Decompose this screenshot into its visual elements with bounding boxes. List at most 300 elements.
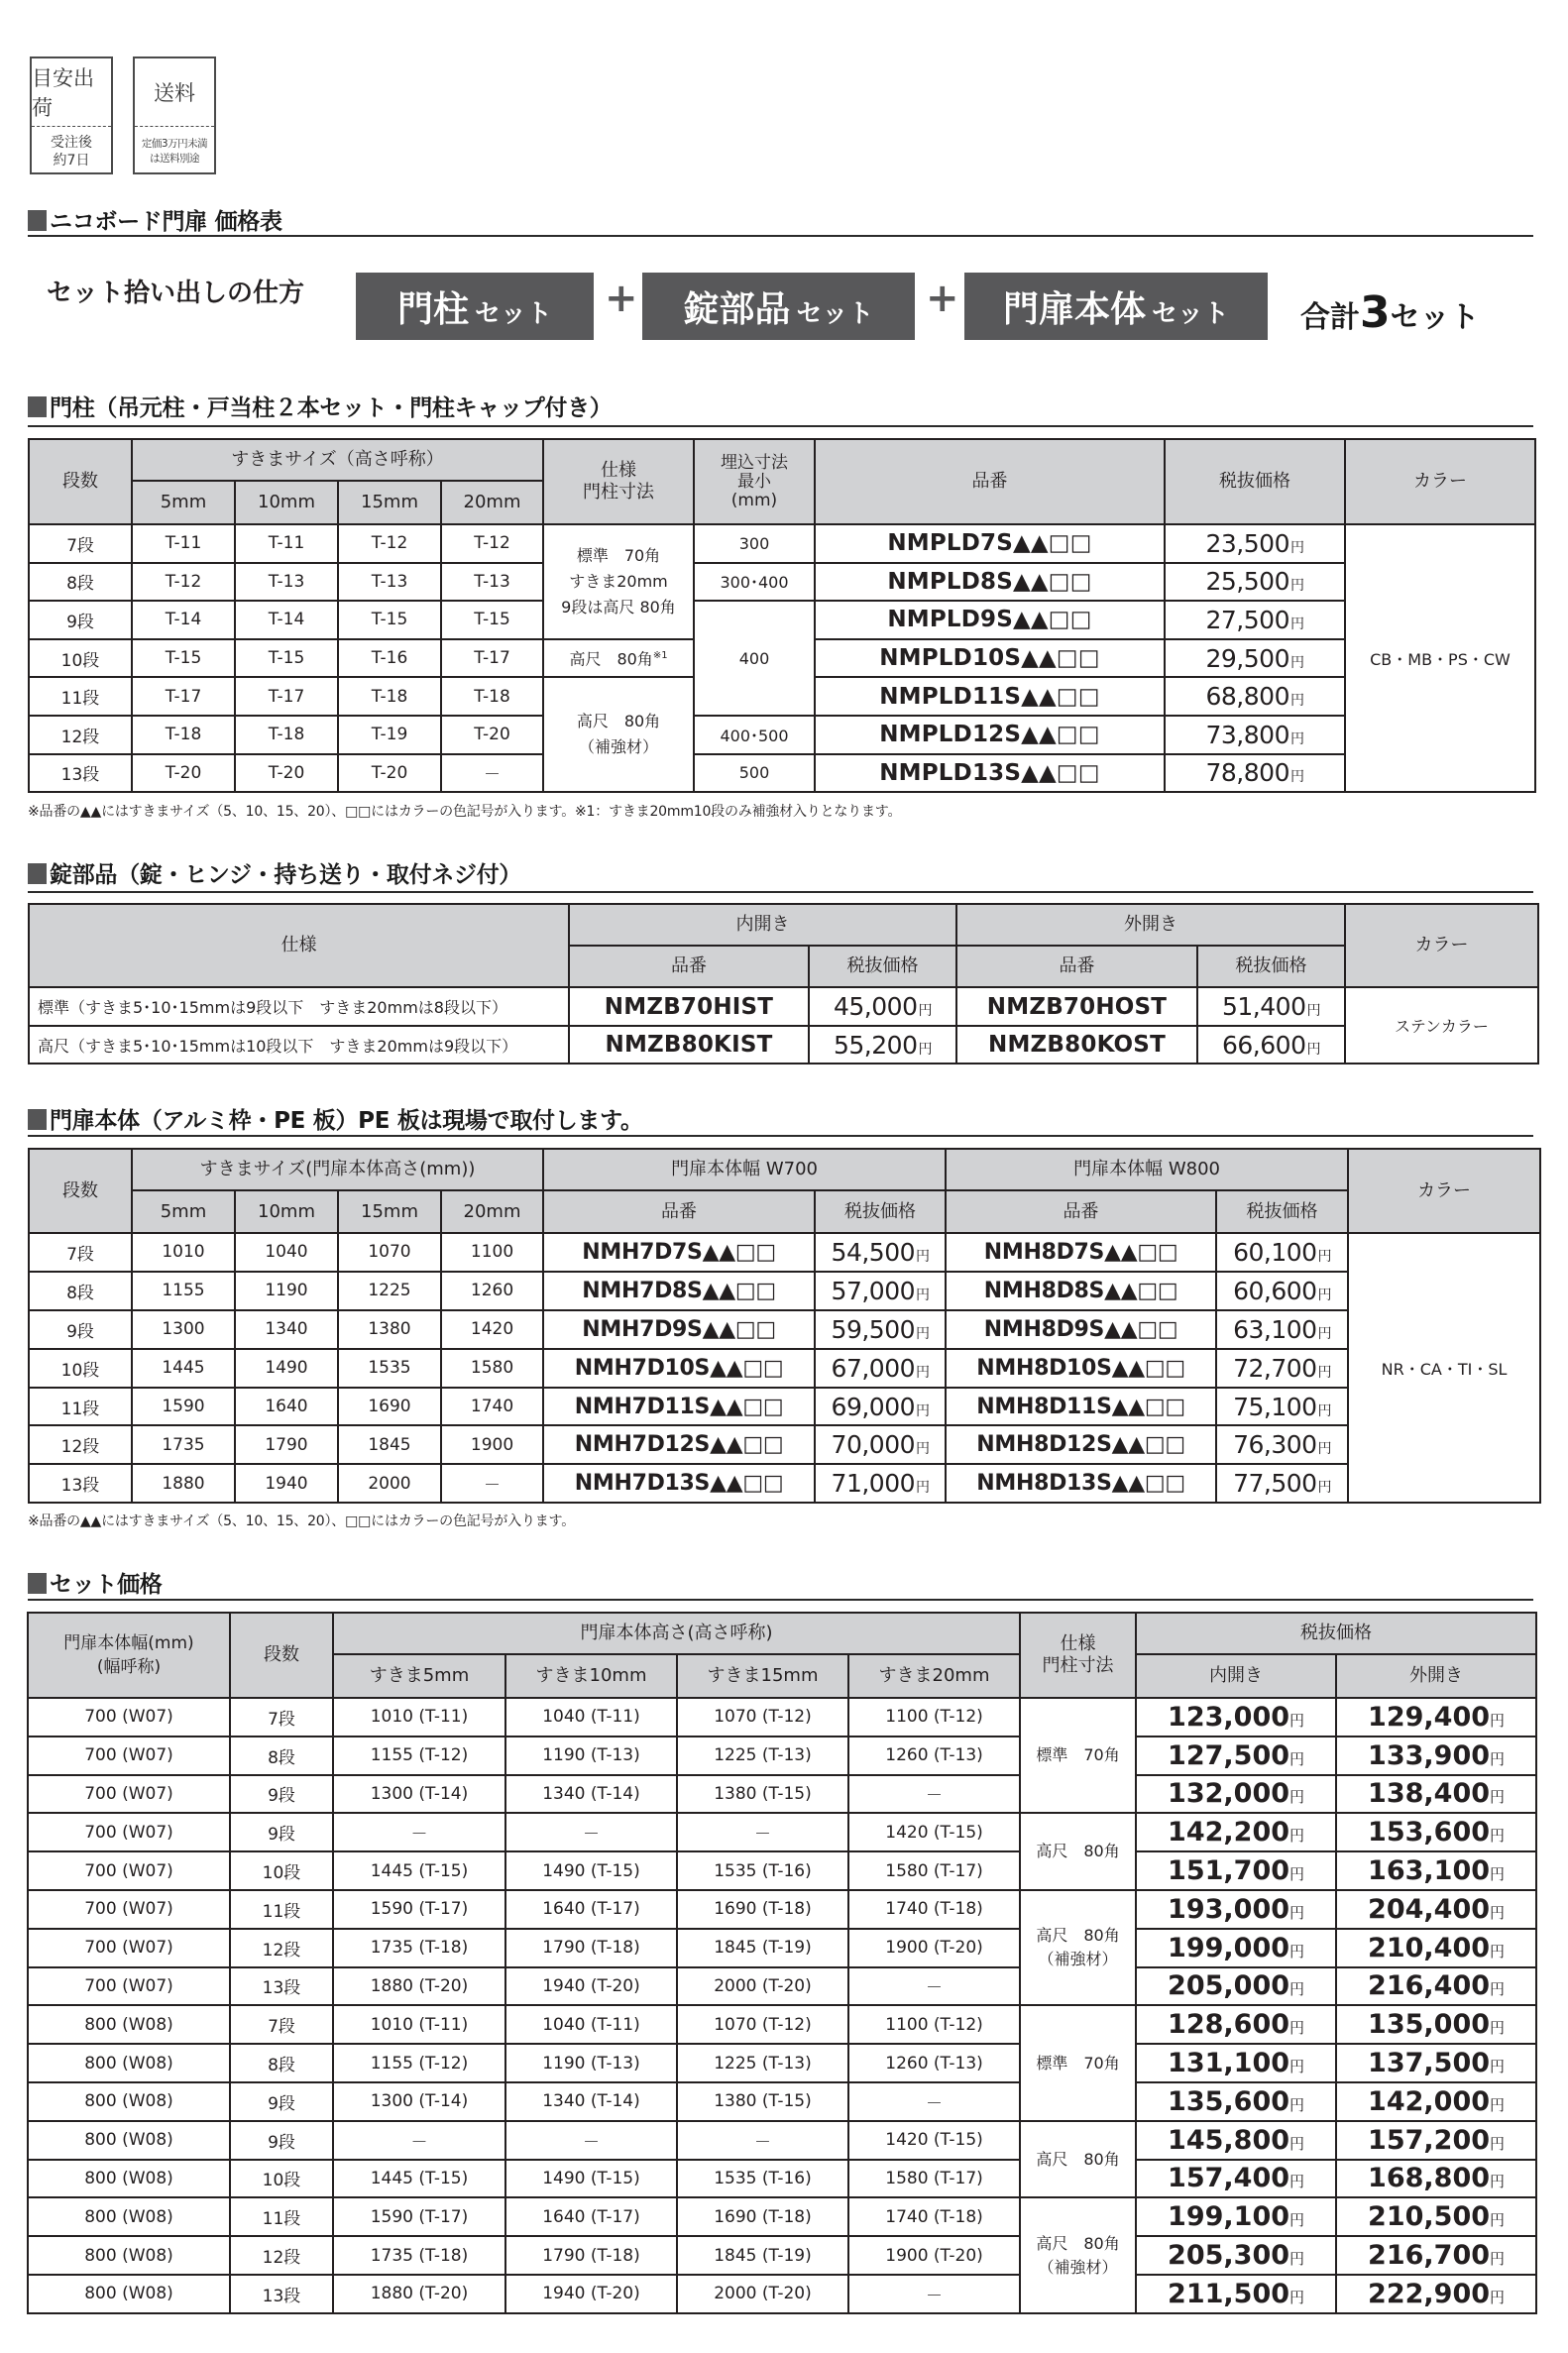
square-bullet-icon	[28, 1573, 47, 1594]
price-outward	[1336, 1698, 1536, 1737]
height-cell: 1790 (T-18)	[505, 2236, 677, 2275]
height-cell: 1340 (T-14)	[505, 1775, 677, 1814]
gap-cell: 1155	[132, 1272, 235, 1310]
price-value: 210,400	[1368, 1932, 1491, 1963]
lock-heading-rule	[28, 891, 1533, 893]
product-code-800: NMH8D7S▲▲□□	[946, 1233, 1216, 1272]
square-bullet-icon	[28, 396, 47, 417]
price-value: 77,500	[1233, 1469, 1317, 1499]
height-cell: 1040 (T-11)	[505, 2005, 677, 2044]
steps-cell: 12段	[29, 1425, 132, 1464]
set-item-suffix: セット	[475, 298, 553, 329]
height-cell: 1535 (T-16)	[677, 1851, 848, 1890]
price-inward	[1136, 1698, 1336, 1737]
embed-cell: 500	[694, 754, 815, 793]
shipping-fee-box	[133, 56, 216, 174]
yen-unit: 円	[1289, 616, 1304, 632]
gap-cell: T-17	[132, 677, 235, 716]
set-item-name: 門柱	[396, 288, 469, 330]
steps-cell: 11段	[29, 1388, 132, 1426]
price-value: 199,100	[1168, 2201, 1290, 2233]
header-gap-10: すきま10mm	[505, 1654, 677, 1698]
gap-cell: 1900	[441, 1425, 543, 1464]
height-cell: －	[848, 1967, 1020, 2006]
price-inward	[1136, 1890, 1336, 1929]
yen-unit: 円	[918, 1003, 932, 1019]
price-value: 73,800	[1205, 720, 1289, 749]
height-cell: 1380 (T-15)	[677, 1775, 848, 1814]
main-heading	[28, 203, 282, 236]
steps-cell: 11段	[29, 677, 132, 716]
table-row	[29, 524, 1535, 563]
price-value: 193,000	[1168, 1893, 1290, 1925]
height-cell: 1845 (T-19)	[677, 1929, 848, 1967]
table-row	[29, 987, 1538, 1026]
table-row	[28, 2236, 1536, 2275]
gap-cell: 1845	[338, 1425, 441, 1464]
header-out-code: 品番	[956, 946, 1197, 987]
embed-cell: 400	[694, 601, 815, 716]
steps-cell: 9段	[29, 1310, 132, 1349]
header-w800: 門扉本体幅 W800	[946, 1149, 1348, 1190]
price-value: 131,100	[1168, 2048, 1290, 2079]
table-row	[28, 2121, 1536, 2160]
gap-cell: 1790	[235, 1425, 338, 1464]
price-outward	[1336, 2160, 1536, 2198]
yen-unit: 円	[1289, 2058, 1305, 2076]
set-total-suffix: セット	[1390, 300, 1480, 335]
price-value: 205,000	[1168, 1970, 1290, 2002]
product-code-700: NMH7D13S▲▲□□	[543, 1464, 815, 1503]
spec-cell	[543, 524, 694, 639]
price-value: 168,800	[1368, 2163, 1491, 2194]
height-cell: 1380 (T-15)	[677, 2082, 848, 2121]
yen-unit: 円	[1289, 1903, 1305, 1922]
yen-unit: 円	[916, 1480, 930, 1497]
height-cell: 1790 (T-18)	[505, 1929, 677, 1967]
gap-cell: T-11	[235, 524, 338, 563]
lock-heading	[28, 856, 521, 889]
steps-cell: 13段	[230, 1967, 333, 2006]
color-cell: CB・MB・PS・CW	[1345, 524, 1535, 792]
price-700	[815, 1425, 946, 1464]
header-width: 門扉本体幅(mm) (幅呼称)	[28, 1613, 230, 1698]
steps-cell: 9段	[230, 1775, 333, 1814]
height-cell: 1940 (T-20)	[505, 1967, 677, 2006]
gap-cell: T-12	[132, 563, 235, 602]
price-outward	[1336, 2275, 1536, 2313]
price-outward	[1336, 1890, 1536, 1929]
yen-unit: 円	[1490, 1788, 1506, 1807]
gap-cell: T-13	[235, 563, 338, 602]
price-outward	[1336, 2121, 1536, 2160]
gap-cell: T-15	[132, 639, 235, 678]
price-cell	[1165, 524, 1345, 563]
height-cell: 1300 (T-14)	[333, 1775, 505, 1814]
price-700	[815, 1233, 946, 1272]
gap-cell: T-20	[132, 754, 235, 793]
table-row	[29, 1310, 1540, 1349]
price-value: 135,600	[1168, 2085, 1290, 2117]
spec-text: 標準 70角 すきま20mm 9段は高尺 80角	[561, 545, 676, 616]
header-inward: 内開き	[1136, 1654, 1336, 1698]
header-gap-5: すきま5mm	[333, 1654, 505, 1698]
price-outward	[1336, 1813, 1536, 1851]
price-value: 75,100	[1233, 1392, 1317, 1421]
gap-cell: 1940	[235, 1464, 338, 1503]
header-w700: 門扉本体幅 W700	[543, 1149, 946, 1190]
height-cell: 1190 (T-13)	[505, 2044, 677, 2082]
spec-cell	[543, 677, 694, 792]
table-row	[29, 563, 1535, 602]
product-code: NMPLD9S▲▲□□	[815, 601, 1165, 639]
height-cell: 1580 (T-17)	[848, 2160, 1020, 2198]
gap-cell: T-17	[235, 677, 338, 716]
gap-cell: 1340	[235, 1310, 338, 1349]
product-code-700: NMH7D7S▲▲□□	[543, 1233, 815, 1272]
footnote-mark: ※1	[652, 650, 668, 662]
height-cell: －	[677, 2121, 848, 2160]
yen-unit: 円	[1289, 2134, 1305, 2153]
price-inward	[1136, 1813, 1336, 1851]
gap-cell: 1380	[338, 1310, 441, 1349]
plus-icon: +	[926, 276, 959, 321]
price-800	[1216, 1464, 1348, 1503]
yen-unit: 円	[1490, 1711, 1506, 1730]
price-outward	[1336, 2082, 1536, 2121]
table-row	[28, 1813, 1536, 1851]
price-inward	[1136, 1775, 1336, 1814]
yen-unit: 円	[1317, 1480, 1332, 1497]
table-row	[29, 716, 1535, 754]
square-bullet-icon	[28, 210, 47, 231]
height-cell: 1225 (T-13)	[677, 1737, 848, 1775]
gap-cell: 1490	[235, 1349, 338, 1388]
price-inward	[1136, 2197, 1336, 2236]
height-cell: 1420 (T-15)	[848, 1813, 1020, 1851]
header-height: 門扉本体高さ(高さ呼称)	[333, 1613, 1020, 1654]
table-row	[29, 1272, 1540, 1310]
header-gap-5: 5mm	[132, 481, 235, 524]
shipping-estimate-box	[30, 56, 113, 174]
width-cell: 700 (W07)	[28, 1967, 230, 2006]
gap-cell: 1225	[338, 1272, 441, 1310]
product-code-700: NMH7D9S▲▲□□	[543, 1310, 815, 1349]
spec-cell: 標準 70角	[1020, 2005, 1136, 2120]
width-cell: 700 (W07)	[28, 1775, 230, 1814]
gap-cell: T-17	[441, 639, 543, 678]
gap-cell: T-14	[132, 601, 235, 639]
price-value: 72,700	[1233, 1353, 1317, 1383]
gap-cell: 1735	[132, 1425, 235, 1464]
table-row	[28, 2005, 1536, 2044]
body-table	[28, 1148, 1541, 1504]
height-cell: 1590 (T-17)	[333, 1890, 505, 1929]
yen-unit: 円	[1317, 1441, 1332, 1458]
lock-in-code: NMZB70HIST	[569, 987, 809, 1026]
height-cell: 1640 (T-17)	[505, 2197, 677, 2236]
steps-cell: 8段	[29, 1272, 132, 1310]
table-row	[28, 2275, 1536, 2313]
price-inward	[1136, 2275, 1336, 2313]
steps-cell: 10段	[29, 639, 132, 678]
yen-unit: 円	[1490, 1903, 1506, 1922]
height-cell: －	[333, 2121, 505, 2160]
header-gap-size: すきまサイズ（高さ呼称）	[132, 439, 543, 481]
spec-cell: 高尺 80角	[1020, 1813, 1136, 1890]
height-cell: 1100 (T-12)	[848, 1698, 1020, 1737]
width-cell: 800 (W08)	[28, 2082, 230, 2121]
yen-unit: 円	[1490, 1865, 1506, 1884]
price-inward	[1136, 2044, 1336, 2082]
yen-unit: 円	[916, 1402, 930, 1419]
steps-cell: 9段	[230, 2121, 333, 2160]
header-price: 税抜価格	[1136, 1613, 1536, 1654]
gap-cell: T-13	[441, 563, 543, 602]
lock-out-price	[1197, 987, 1345, 1026]
gap-cell: T-15	[338, 601, 441, 639]
set-total-prefix: 合計	[1300, 300, 1360, 335]
header-inward: 内開き	[569, 904, 956, 946]
price-outward	[1336, 2005, 1536, 2044]
set-item-name: 錠部品	[683, 288, 791, 330]
set-price-table	[27, 1612, 1537, 2314]
header-gap-15: 15mm	[338, 1190, 441, 1233]
set-item-body	[964, 273, 1268, 340]
shipping-fee-title: 送料	[135, 58, 214, 127]
header-gap-20: すきま20mm	[848, 1654, 1020, 1698]
product-code-800: NMH8D11S▲▲□□	[946, 1388, 1216, 1426]
price-inward	[1136, 1737, 1336, 1775]
price-value: 210,500	[1368, 2201, 1491, 2233]
color-cell: NR・CA・TI・SL	[1348, 1233, 1540, 1503]
header-price-800: 税抜価格	[1216, 1190, 1348, 1233]
steps-cell: 8段	[29, 563, 132, 602]
body-heading-text: 門扉本体（アルミ枠・PE 板）PE 板は現場で取付します。	[50, 1108, 643, 1134]
height-cell: 1735 (T-18)	[333, 1929, 505, 1967]
yen-unit: 円	[1289, 2250, 1305, 2269]
price-cell	[1165, 639, 1345, 678]
header-color: カラー	[1345, 439, 1535, 524]
table-row	[28, 1737, 1536, 1775]
lock-color: ステンカラー	[1345, 987, 1538, 1064]
height-cell: 1900 (T-20)	[848, 1929, 1020, 1967]
yen-unit: 円	[1490, 2211, 1506, 2230]
height-cell: 1070 (T-12)	[677, 2005, 848, 2044]
height-cell: 1100 (T-12)	[848, 2005, 1020, 2044]
price-value: 142,000	[1368, 2085, 1491, 2117]
posts-heading	[28, 390, 613, 422]
header-code: 品番	[815, 439, 1165, 524]
product-code: NMPLD12S▲▲□□	[815, 716, 1165, 754]
price-outward	[1336, 2236, 1536, 2275]
height-cell: 1445 (T-15)	[333, 2160, 505, 2198]
main-heading-text: ニコボード門扉 価格表	[50, 209, 282, 235]
price-value: 71,000	[831, 1469, 916, 1499]
embed-cell: 400･500	[694, 716, 815, 754]
table-row	[29, 1026, 1538, 1064]
yen-unit: 円	[1289, 1865, 1305, 1884]
width-cell: 800 (W08)	[28, 2236, 230, 2275]
set-price-heading-text: セット価格	[50, 1572, 163, 1598]
header-color: カラー	[1345, 904, 1538, 987]
table-row	[28, 2044, 1536, 2082]
yen-unit: 円	[1490, 2058, 1506, 2076]
gap-cell: T-18	[235, 716, 338, 754]
header-spec: 仕様 門柱寸法	[543, 439, 694, 524]
height-cell: 1845 (T-19)	[677, 2236, 848, 2275]
yen-unit: 円	[1289, 2211, 1305, 2230]
price-800	[1216, 1349, 1348, 1388]
price-outward	[1336, 2197, 1536, 2236]
height-cell: －	[848, 2275, 1020, 2313]
width-cell: 700 (W07)	[28, 1890, 230, 1929]
gap-cell: －	[441, 754, 543, 793]
shipping-fee-detail: 定価3万円未満 は送料別途	[141, 137, 208, 165]
header-in-price: 税抜価格	[809, 946, 956, 987]
lock-in-code: NMZB80KIST	[569, 1026, 809, 1064]
gap-cell: T-18	[132, 716, 235, 754]
set-item-name: 門扉本体	[1002, 288, 1146, 330]
price-value: 66,600	[1222, 1030, 1306, 1060]
yen-unit: 円	[1490, 1827, 1506, 1846]
lock-spec: 標準（すきま5･10･15mmは9段以下 すきま20mmは8段以下）	[29, 987, 569, 1026]
height-cell: 1580 (T-17)	[848, 1851, 1020, 1890]
spec-cell: 高尺 80角	[1020, 2121, 1136, 2198]
posts-heading-rule	[28, 425, 1533, 427]
body-note: ※品番の▲▲にはすきまサイズ（5、10、15、20）、□□にはカラーの色記号が入ります。	[28, 1513, 576, 1529]
steps-cell: 10段	[230, 2160, 333, 2198]
width-cell: 700 (W07)	[28, 1813, 230, 1851]
header-steps: 段数	[29, 439, 132, 524]
price-value: 137,500	[1368, 2048, 1491, 2079]
price-value: 60,600	[1233, 1276, 1317, 1305]
price-800	[1216, 1272, 1348, 1310]
yen-unit: 円	[1289, 1942, 1305, 1961]
spec-cell	[543, 639, 694, 678]
gap-cell: T-11	[132, 524, 235, 563]
price-value: 123,000	[1168, 1701, 1290, 1733]
price-value: 23,500	[1205, 528, 1289, 558]
price-value: 60,100	[1233, 1237, 1317, 1267]
price-value: 51,400	[1222, 992, 1306, 1021]
yen-unit: 円	[1490, 2095, 1506, 2114]
set-total-count: 3	[1360, 287, 1391, 338]
price-800	[1216, 1310, 1348, 1349]
height-cell: 1880 (T-20)	[333, 1967, 505, 2006]
price-value: 153,600	[1368, 1817, 1491, 1849]
price-inward	[1136, 2236, 1336, 2275]
height-cell: －	[677, 1813, 848, 1851]
yen-unit: 円	[1490, 2173, 1506, 2191]
price-outward	[1336, 1929, 1536, 1967]
set-total	[1300, 287, 1480, 338]
yen-unit: 円	[1490, 2250, 1506, 2269]
gap-cell: T-12	[441, 524, 543, 563]
body-heading	[28, 1102, 643, 1135]
price-700	[815, 1464, 946, 1503]
header-gap-15: すきま15mm	[677, 1654, 848, 1698]
set-item-suffix: セット	[796, 298, 874, 329]
table-row	[28, 2197, 1536, 2236]
lock-in-price	[809, 987, 956, 1026]
posts-note: ※品番の▲▲にはすきまサイズ（5、10、15、20）、□□にはカラーの色記号が入ります。※1：すきま20mm10段のみ補強材入りとなります。	[28, 804, 902, 820]
height-cell: 1900 (T-20)	[848, 2236, 1020, 2275]
price-value: 151,700	[1168, 1855, 1290, 1887]
product-code-800: NMH8D9S▲▲□□	[946, 1310, 1216, 1349]
price-700	[815, 1388, 946, 1426]
yen-unit: 円	[1289, 769, 1304, 786]
price-value: 216,700	[1368, 2240, 1491, 2272]
product-code: NMPLD11S▲▲□□	[815, 677, 1165, 716]
lock-out-price	[1197, 1026, 1345, 1064]
gap-cell: T-20	[338, 754, 441, 793]
product-code: NMPLD7S▲▲□□	[815, 524, 1165, 563]
header-steps: 段数	[230, 1613, 333, 1698]
plus-icon: +	[605, 276, 638, 321]
header-outward: 外開き	[1336, 1654, 1536, 1698]
yen-unit: 円	[1490, 1980, 1506, 1999]
header-embed: 埋込寸法 最小 (mm)	[694, 439, 815, 524]
square-bullet-icon	[28, 1109, 47, 1130]
gap-cell: T-18	[441, 677, 543, 716]
price-value: 138,400	[1368, 1778, 1491, 1810]
height-cell: －	[848, 2082, 1020, 2121]
steps-cell: 9段	[230, 2082, 333, 2121]
steps-cell: 10段	[230, 1851, 333, 1890]
price-value: 67,000	[831, 1353, 916, 1383]
width-cell: 700 (W07)	[28, 1737, 230, 1775]
embed-cell: 300	[694, 524, 815, 563]
gap-cell: 1590	[132, 1388, 235, 1426]
gap-cell: 1260	[441, 1272, 543, 1310]
height-cell: 1740 (T-18)	[848, 2197, 1020, 2236]
steps-cell: 7段	[29, 524, 132, 563]
yen-unit: 円	[1289, 1980, 1305, 1999]
price-value: 127,500	[1168, 1739, 1290, 1771]
product-code-700: NMH7D8S▲▲□□	[543, 1272, 815, 1310]
height-cell: 1300 (T-14)	[333, 2082, 505, 2121]
price-value: 55,200	[834, 1030, 918, 1060]
height-cell: －	[848, 1775, 1020, 1814]
price-800	[1216, 1388, 1348, 1426]
header-spec: 仕様	[29, 904, 569, 987]
heading-rule	[28, 235, 1533, 237]
product-code-800: NMH8D13S▲▲□□	[946, 1464, 1216, 1503]
price-value: 27,500	[1205, 605, 1289, 634]
header-spec: 仕様 門柱寸法	[1020, 1613, 1136, 1698]
steps-cell: 8段	[230, 1737, 333, 1775]
product-code-700: NMH7D12S▲▲□□	[543, 1425, 815, 1464]
price-value: 70,000	[831, 1430, 916, 1460]
gap-cell: 1580	[441, 1349, 543, 1388]
height-cell: 1740 (T-18)	[848, 1890, 1020, 1929]
yen-unit: 円	[1306, 1041, 1320, 1058]
height-cell: －	[505, 2121, 677, 2160]
steps-cell: 13段	[230, 2275, 333, 2313]
header-price-700: 税抜価格	[815, 1190, 946, 1233]
height-cell: 1735 (T-18)	[333, 2236, 505, 2275]
price-value: 145,800	[1168, 2124, 1290, 2156]
lock-table	[28, 903, 1539, 1064]
gap-cell: 1190	[235, 1272, 338, 1310]
height-cell: 1590 (T-17)	[333, 2197, 505, 2236]
yen-unit: 円	[1317, 1325, 1332, 1342]
set-item-lock	[642, 273, 915, 340]
yen-unit: 円	[916, 1441, 930, 1458]
gap-cell: T-15	[441, 601, 543, 639]
yen-unit: 円	[1289, 693, 1304, 710]
